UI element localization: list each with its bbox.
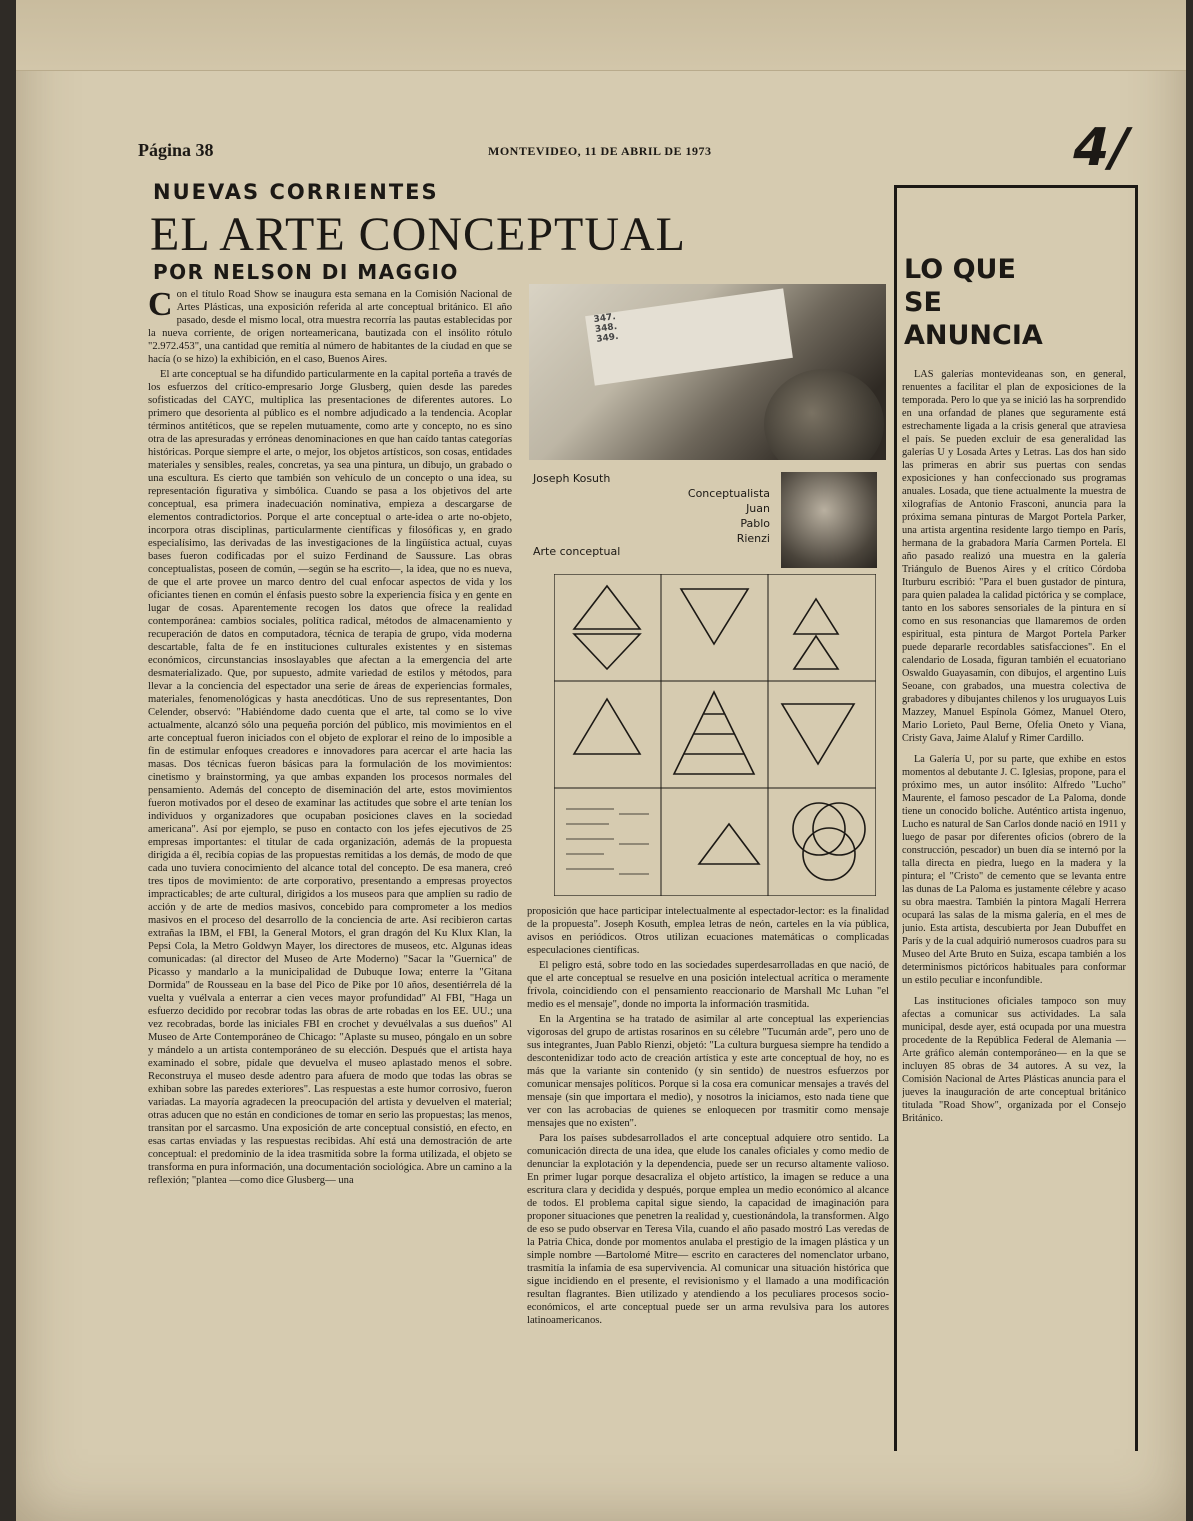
caption-line: Conceptualista — [687, 487, 770, 500]
sidebar-column — [902, 368, 1126, 1448]
paragraph-text: on el título Road Show se inaugura esta semana en la Comisión Nacional de Artes Plásticas, una exposición referida al arte conceptual británico. El año pasado, desde el mismo local, otra muestra recorría las pautas establecidas por la nueva corriente, de origen norteamericana, bautizada con el insólito rótulo "2.972.453", una cantidad que remitía al número de habitantes de la ciudad en que se hacía (o se hizo) la exhibición, en el caso, Buenos Aires. — [148, 289, 512, 365]
article-headline: EL ARTE CONCEPTUAL — [150, 208, 686, 261]
article-kicker: NUEVAS CORRIENTES — [153, 180, 439, 204]
diagram-frame — [554, 574, 876, 896]
handwritten-mark: 4/ — [1066, 118, 1135, 178]
article-column-1 — [148, 288, 512, 1448]
article-paragraph: Para los países subdesarrollados el arte conceptual adquiere otro sentido. La comunicación directa de una idea, que elude los canales oficiales y como medio de denunciar la explotación y la dependencia, puede ser un recurso altamente valioso. En primer lugar porque desacraliza el objeto artístico, la imagen se reduce a una escritura clara y decidida y después, porque emplea un medio económico al alcance de todos. El problema capital sigue siendo, la capacidad de imaginación para proponer situaciones que penetren la realidad y, cuestionándola, la transformen. Algo de eso se pudo observar en Teresa Vila, cuando el año pasado mostró Las veredas de la Patria Chica, donde por momentos anulaba el prestigio de la imagen plástica y un simple nombre —Bartolomé Mitre— escrito en caracteres del nomenclator urbano, trasmitía la infamia de esa supervivencia. Al comunicar una situación histórica que sigue incidiendo en el presente, el revisionismo y el llamado a una modificación resultan flagrantes. Bien utilizado y atendiendo a los peculiares procesos socio-económicos, el arte conceptual puede ser un arma revulsiva para los autores latinoamericanos. — [527, 1133, 889, 1326]
sign-line: 348. — [594, 321, 618, 335]
caption-arte-conceptual: Arte conceptual — [533, 545, 621, 558]
caption-line: Pablo — [740, 517, 770, 530]
photo-sign — [585, 288, 793, 385]
sidebar-title-line: ANUNCIA — [904, 320, 1043, 351]
sidebar-title-line: SE — [904, 287, 942, 318]
caption-kosuth: Joseph Kosuth — [533, 472, 611, 485]
article-paragraph: En la Argentina se ha tratado de asimilar al arte conceptual las experiencias vigorosas del grupo de artistas rosarinos en su célebre "Tucumán arde", pero uno de sus integrantes, Juan Pablo Rienzi, objetó: "La cultura burguesa siempre ha tendido a descontenidizar todo acto de creación artística y este arte conceptual de hoy, no es más que la variante sin contenido (y sin sentido) de nuestros esfuerzos por comunicar mensajes políticos. Porque si la cosa era comunicar mensajes a través del mensaje (sin que importara el medio), y nosotros la iniciamos, esto nada tiene que ver con las acrobacias de quienes se enloquecen por trasmitir como mensaje mensajes que no existen". — [527, 1014, 889, 1129]
article-paragraph: El peligro está, sobre todo en las sociedades superdesarrolladas en que nació, de que el arte conceptual se resuelve en una posición intelectual acrítica o meramente frívola, coincidiendo con el pensamiento reaccionario de Marshall Mc Luhan "el medio es el mensaje", donde no importa la información trasmitida. — [527, 960, 889, 1010]
sidebar-paragraph: Las instituciones oficiales tampoco son muy afectas a comunicar sus actividades. La sala municipal, desde ayer, está ocupada por una muestra procedente de la República Federal de Alemania —Arte gráfico alemán contemporáneo— en la que se incluyen 85 obras de 34 autores. A su vez, la Comisión Nacional de Artes Plásticas anuncia para el jueves la inauguración de arte conceptual británico titulada "Road Show", organizada por el Consejo Británico. — [902, 996, 1126, 1124]
masthead — [138, 118, 1135, 178]
caption-line: Juan — [746, 502, 770, 515]
article-paragraph: proposición que hace participar intelectualmente al espectador-lector: es la finalidad de la propuesta". Joseph Kosuth, emplea letras de neón, carteles en la vía pública, avisos en periódicos. Otros utilizan ecuaciones matemáticas o complicadas especulaciones científicas. — [527, 906, 889, 956]
kosuth-photo — [529, 284, 886, 460]
rienzi-photo — [781, 472, 877, 568]
sidebar-paragraph: LAS galerías montevideanas son, en general, renuentes a facilitar el plan de exposiciones de la temporada. Pero lo que ya se inició las ha sorprendido en una orfandad de planes que seguramente está estrechamente ligada a la crisis general que atraviesa el país. Se pueden excluir de esa generalidad las galerías U y Losada Artes y Letras. Las dos han sido las primeras en abrir sus puertas con sendas exposiciones y han confeccionado sus programas anuales. Losada, que tiene actualmente la muestra de xilografías de Antonio Frasconi, anuncia para la próxima semana pinturas de Margot Portela Parker, una artista argentina residente largo tiempo en París, hermana de la grabadora María Carmen Portela. El año pasado realizó una muestra en la galería Triángulo de Buenos Aires y el crítico Córdoba Iturburu escribió: "Para el buen gustador de pintura, para quien paladea la calidad pictórica y se complace, tanto en los sabores sensoriales de la pintura en sí como en sus resonancias que llamaremos de orden espiritual, esta pintura de Margot Portela Parker puede depararle recordables satisfacciones". En el calendario de Losada, figuran también el ecuatoriano Oswaldo Guayasamín, con dibujos, el argentino Luis Seoane, con grabados, una muestra colectiva de grabadores y dibujantes chilenos y los uruguayos Luis Mazzey, Manuel Espínola Gómez, Manuel Otero, Mario Lorieto, Paul Berne, Ofelia Oneto y Viana, Cristy Gava, Jaime Alaluf y Rimer Cardillo. — [902, 369, 1126, 744]
article-paragraph: El arte conceptual se ha difundido particularmente en la capital porteña a través de los esfuerzos del crítico-empresario Jorge Glusberg, quien desde las paredes sofisticadas del CAYC, multiplica las presentaciones de diferentes autores. Lo primero que desorienta al público es el nombre adjudicado a la tendencia. Acoplar términos antitéticos, que se repelen mutuamente, como arte y concepto, no es sino otra de las apresuradas y erróneas denominaciones en que han caído tantas categorías históricas. Porque siempre el arte, o mejor, los objetos artísticos, son cosas, entidades materiales y sensibles, reales, concretas, ya sea una pintura, un dibujo, un grabado o una escultura. Es cierto que también son vehículo de un concepto o una idea, su representación figurativa y simbólica. Cuando se pasa a los objetivos del arte conceptual, esa primera inadecuación nominativa, empieza a descargarse de elementos contradictorios. Porque el arte conceptual o arte-idea o arte no-objeto, incorpora otras disciplinas, particularmente científicas y filosóficas y, en grado especialísimo, las derivadas de las investigaciones de la lingüística actual, cuyas bases fueron codificadas por el suizo Ferdinand de Saussure. Las obras conceptualistas, poseen de común, —según se ha escrito—, la idea, que no es nueva, de que el arte provee un marco dentro del cual enfocar aspectos de vida y los oficiantes tienen en común el énfasis puesto sobre la experiencia física y en gente en lugar de cosas. Aparentemente recogen los datos que ofrece la realidad contemporánea: cambios sociales, política radical, métodos de almacenamiento y recuperación de datos en computadora, técnica de terapia de grupo, vida moderna descartable, falta de fe en instituciones culturales existentes y en sistemas económicos, circunstancias insoslayables que afectan a la emergencia del arte desmaterializado. Que, por supuesto, admite variedad de estilos y métodos, para llevar a la conciencia del espectador una serie de áreas de experiencias formales, materiales, fenomenológicas y hasta anecdóticas. Uno de sus representantes, Don Celender, observó: "Habiéndome dado cuenta que el arte, tal como se lo vive actualmente, alcanzó sólo una pequeña porción del público, mis movimientos en el arte conceptual fueron iniciados con el objeto de explorar el reino de lo imposible a fin de estimular enfoques creadores e innovadores para acercar el arte hacia las masas. Dos técnicas fueron básicas para la formulación de los movimientos: cinetismo y brainstorming, ya que ambas expanden los procesos normales del pensamiento. Además del concepto de diseminación del arte, estos movimientos fueron motivados por el deseo de examinar las actitudes que sobre el arte tenían los individuos y organizadores que ocupaban posiciones claves en la sociedad americana". Así por ejemplo, se puso en contacto con los jefes ejecutivos de 25 empresas importantes: el titular de cada organización, además de la propuesta dirigida a él, recibía copias de las propuestas remitidas a los demás, de modo de que cada uno tuviera conocimiento del alcance total del concepto. De esa manera, creó tres tipos de movimiento: de arte corporativo, presentando a empresas proyectos impracticables; de arte cultural, dirigidos a los museos para que amplíen su radio de acción y de arte de medios masivos, concebido para comprometer a los medios masivos en el proceso del desarrollo de la conciencia de arte. Así recibieron cartas extrañas la IBM, el FBI, la General Motors, el gran dragón del Ku Klux Klan, la Pepsi Cola, la Metro Goldwyn Mayer, los directores de museos, etc. Algunas ideas comunicadas: (al director del Museo de Arte Moderno) "Sacar la "Guernica" de Picasso y mandarlo a la municipalidad de Dubuque Iowa; enterre la "Gitana Dormida" de Rousseau en la base del Pico de Pike por 10 años, desentiérrela dé la vuelta y vuélvala a enterrar a cien veces mayor profundidad" Al FBI, "Haga un esfuerzo decidido por recobrar todas las obras de arte robadas en los EE. UU.; una vez recobradas, borde las iniciales FBI en crochet y devuélvalas a sus dueños" Al Museo de Arte Contemporáneo de Chicago: "Aplaste su museo, póngalo en un sobre y mándelo a un artista contemporáneo de su elección. Después que el artista haya examinado el sobre, pídale que devuelva el museo aplastado menos el sobre. Reconstruya el museo desde adentro para afuera de modo que todas las obras se exhiban sobre las paredes exteriores". Las respuestas a este humor corrosivo, fueron variadas. La mayoría agradecen la preocupación del artista y devuelven el material; otras aducen que no están en condiciones de tomar en serio las propuestas; las menos, transitan por el sarcasmo. Una exposición de arte conceptual consistió, en efecto, en esas cartas enviadas y las respuestas recibidas. Ahí está una demostración de arte conceptual: el predominio de la idea trasmitida sobre la forma utilizada, el objeto se transforma en pura información, una documentación sociológica. Abre un camino a la reflexión; "plantea —como dice Glusberg— una — [148, 369, 512, 1186]
drop-cap: C — [148, 288, 173, 323]
page-number: Página 38 — [138, 140, 214, 160]
article-byline: POR NELSON DI MAGGIO — [153, 260, 459, 284]
page-top-edge — [16, 0, 1186, 71]
article-column-2 — [527, 905, 889, 1435]
conceptual-diagram-grid-icon — [554, 574, 876, 896]
article-paragraph — [148, 288, 512, 366]
sidebar-paragraph: La Galería U, por su parte, que exhibe en estos momentos al debutante J. C. Iglesias, propone, para el próximo mes, un autor insólito: Alfredo "Lucho" Maurente, el famoso pescador de La Paloma, donde tiene un conocido boliche. Auténtico artista ingenuo, Lucho es natural de San Carlos donde nació en 1911 y luego de pasar por diferentes oficios (obrero de la construcción, pescador) un buen día se internó por la talla directa en piedra, luego en la madera y la pintura; el "Cristo" de cemento que se levanta entre las dunas de La Paloma es justamente célebre y acaso su obra maestra. También la pintora Magalí Herrera ocupará las salas de la misma galería, en el mes de junio. Esta artista, descubierta por Jean Dubuffet en París y de la cual adquirió numerosos cuadros para su Museo del Arte Bruto en Suiza, escapa también a los determinismos pictóricos habituales para conformar un estilo peculiar e inconfundible. — [902, 754, 1126, 986]
sign-line: 349. — [595, 331, 620, 345]
caption-rienzi — [670, 486, 770, 546]
sidebar-title — [904, 253, 1043, 352]
diagram-grid — [554, 574, 876, 896]
photo-figure — [764, 369, 884, 460]
sign-line: 347. — [593, 312, 617, 326]
caption-line: Rienzi — [736, 532, 770, 545]
sidebar-title-line: LO QUE — [904, 254, 1016, 285]
dateline: MONTEVIDEO, 11 DE ABRIL DE 1973 — [488, 144, 712, 158]
